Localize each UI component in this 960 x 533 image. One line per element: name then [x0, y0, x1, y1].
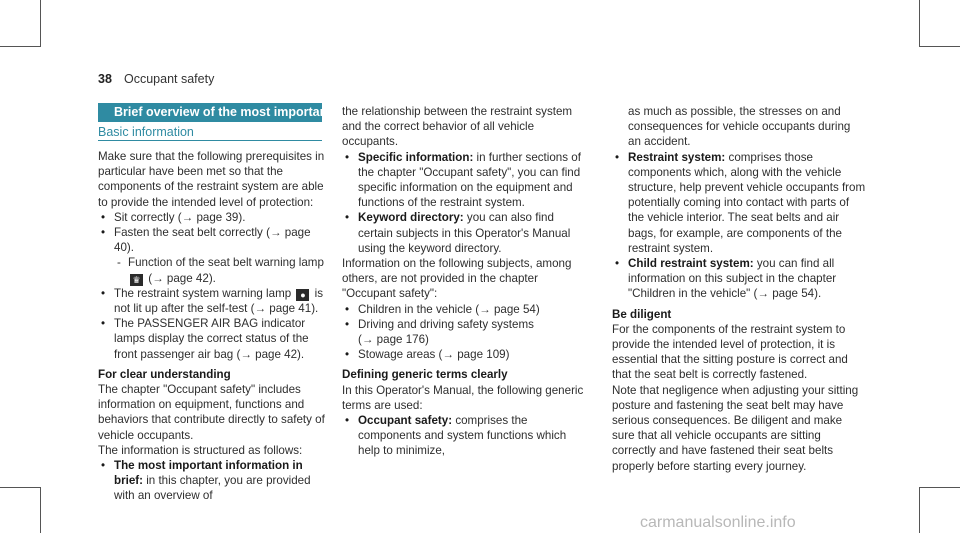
- list-item: • The restraint system warning lamp ● is not lit up after the self-test (→ page 41).: [98, 286, 326, 316]
- crop-mark: [40, 0, 41, 47]
- paragraph: Note that negligence when adjusting your sitting posture and fastening the seat belt may have serious consequences. Be diligent and make sure that all vehicle occupants are sitting correctly and have fastened their seat belts properly before starting every journey.: [612, 383, 859, 473]
- crop-mark: [919, 46, 960, 47]
- paragraph: Information on the following subjects, among others, are not provided in the chapter "Occupant safety":: [342, 257, 572, 301]
- paragraph: In this Operator's Manual, the following generic terms are used:: [342, 383, 584, 412]
- running-header: Occupant safety: [124, 72, 215, 86]
- column-1: [98, 149, 326, 504]
- crop-mark: [919, 487, 920, 533]
- heading-clear-understanding: For clear understanding: [98, 367, 231, 381]
- crop-mark: [919, 487, 960, 488]
- airbag-icon: ●: [296, 289, 309, 301]
- banner-title: Brief overview of the most important points: [114, 105, 373, 119]
- list-item: • Specific information: in further sections of the chapter "Occupant safety", you can find specific information on the equipment and functions of the restraint system.: [342, 150, 590, 211]
- crop-mark: [40, 487, 41, 533]
- list-item: • Children in the vehicle (→ page 54): [342, 302, 590, 317]
- list-item: • Sit correctly (→ page 39).: [98, 210, 326, 225]
- list-item: • Keyword directory: you can also find certain subjects in this Operator's Manual using the keyword directory.: [342, 210, 590, 256]
- list-item: • Fasten the seat belt correctly (→ page 40).: [98, 225, 326, 255]
- crop-mark: [919, 0, 920, 47]
- list-item: • Driving and driving safety systems (→ page 176): [342, 317, 590, 347]
- intro-paragraph: Make sure that the following prerequisites in particular have been met so that the components of the restraint system are able to provide the intended level of protection:: [98, 150, 325, 209]
- column-3: [612, 104, 866, 474]
- paragraph: For the components of the restraint system to provide the intended level of protection, it is essential that the sitting posture is correct and that the seat belt is correctly fastened.: [612, 322, 848, 382]
- column-2: [342, 104, 590, 459]
- paragraph: the relationship between the restraint system and the correct behavior of all vehicle occupants.: [342, 105, 573, 149]
- crop-mark: [0, 46, 41, 47]
- sub-list-item: - Function of the seat belt warning lamp: [98, 255, 326, 270]
- page-number: 38: [98, 72, 112, 86]
- section-banner: [98, 103, 373, 122]
- paragraph: as much as possible, the stresses on and consequences for vehicle occupants during an accident.: [628, 105, 851, 149]
- subheading: Basic information: [98, 125, 194, 139]
- paragraph: The information is structured as follows:: [98, 443, 303, 457]
- list-item: • The most important information in brief: in this chapter, you are provided with an overview of: [98, 458, 326, 504]
- list-item: • The PASSENGER AIR BAG indicator lamps display the correct status of the front passenger air bag (→ page 42).: [98, 316, 326, 362]
- list-item: • Child restraint system: you can find all information on this subject in the chapter "Children in the vehicle" (→ page 54).: [612, 256, 866, 302]
- heading-be-diligent: Be diligent: [612, 307, 672, 321]
- sub-list-item-cont: ♛ (→ page 42).: [98, 271, 326, 286]
- paragraph: The chapter "Occupant safety" includes information on equipment, functions and behaviors that contribute directly to safety of vehicle occupants.: [98, 383, 325, 442]
- list-item: • Occupant safety: comprises the components and system functions which help to minimize,: [342, 413, 590, 459]
- list-item: • Stowage areas (→ page 109): [342, 347, 590, 362]
- heading-generic-terms: Defining generic terms clearly: [342, 368, 508, 382]
- seat-belt-icon: ♛: [130, 274, 143, 286]
- crop-mark: [0, 487, 41, 488]
- watermark: carmanualsonline.info: [640, 514, 796, 531]
- list-item: • Restraint system: comprises those components which, along with the vehicle structure, help prevent vehicle occupants from potentially coming into contact with parts of the vehicle interior. The seat belts and air bags, for example, are components of the restraint system.: [612, 150, 866, 256]
- subheading-rule: [98, 140, 322, 141]
